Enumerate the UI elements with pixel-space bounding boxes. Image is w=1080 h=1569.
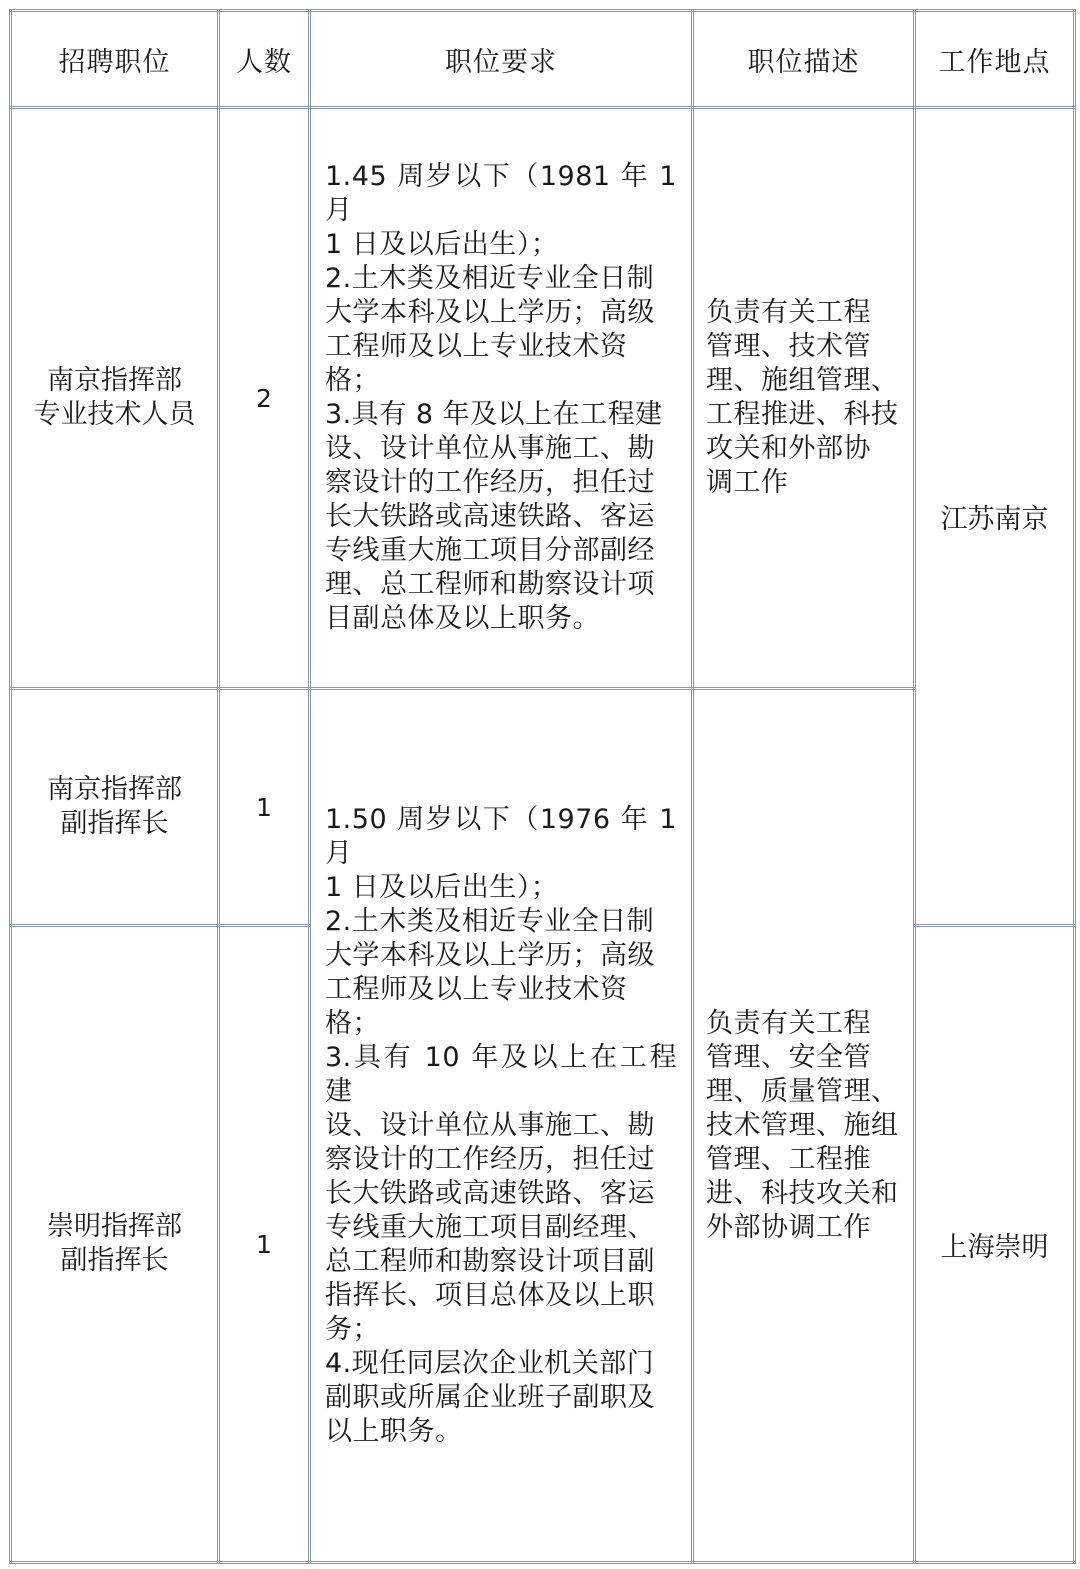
requirement-line: 理、总工程师和勘察设计项	[325, 569, 655, 600]
description-line: 攻关和外部协	[706, 433, 871, 464]
description-line: 管理、安全管	[706, 1041, 871, 1073]
count-cell: 2	[219, 108, 310, 689]
requirement-line: 格；	[325, 365, 380, 396]
position-cell	[11, 689, 219, 926]
requirement-line: 察设计的工作经历，担任过	[325, 467, 655, 498]
description-line: 外部协调工作	[706, 1211, 871, 1243]
requirement-line: 以上职务。	[325, 1415, 463, 1447]
description-line: 技术管理、施组	[706, 1109, 899, 1141]
requirement-line: 长大铁路或高速铁路、客运	[325, 1177, 655, 1209]
requirement-line: 大学本科及以上学历；高级	[325, 939, 655, 971]
position-cell	[11, 108, 219, 689]
position-line: 南京指挥部	[47, 365, 182, 396]
header-description: 职位描述	[693, 11, 915, 108]
position-line: 南京指挥部	[47, 774, 182, 805]
count-cell: 1	[219, 689, 310, 926]
requirement-line: 2.土木类及相近专业全日制	[325, 263, 655, 294]
description-line: 负责有关工程	[706, 297, 871, 328]
position-line: 专业技术人员	[33, 399, 196, 430]
description-cell	[693, 689, 915, 1563]
requirement-line: 4.现任同层次企业机关部门	[325, 1347, 655, 1379]
location-cell: 江苏南京	[915, 108, 1075, 926]
requirement-line: 格；	[325, 1007, 380, 1039]
description-line: 理、质量管理、	[706, 1075, 899, 1107]
requirement-line: 工程师及以上专业技术资	[325, 973, 628, 1005]
requirement-line: 专线重大施工项目副经理、	[325, 1211, 655, 1243]
table-row	[11, 108, 1075, 689]
requirement-line: 1 日及以后出生）；	[325, 229, 559, 260]
requirement-line: 设、设计单位从事施工、勘	[325, 1109, 655, 1141]
description-line: 负责有关工程	[706, 1007, 871, 1039]
requirement-line: 长大铁路或高速铁路、客运	[325, 501, 655, 532]
requirement-line: 专线重大施工项目分部副经	[325, 535, 655, 566]
position-cell	[11, 926, 219, 1563]
requirement-line: 1.45 周岁以下（1981 年 1 月	[325, 161, 677, 226]
description-line: 管理、技术管	[706, 331, 871, 362]
description-cell	[693, 108, 915, 689]
description-line: 理、施组管理、	[706, 365, 899, 396]
count-cell: 1	[219, 926, 310, 1563]
header-position: 招聘职位	[11, 11, 219, 108]
requirement-line: 3.具有 10 年及以上在工程建	[325, 1041, 677, 1107]
recruitment-table	[9, 9, 1076, 1564]
description-line: 调工作	[706, 467, 789, 498]
header-count: 人数	[219, 11, 310, 108]
requirement-line: 指挥长、项目总体及以上职	[325, 1279, 655, 1311]
requirement-line: 3.具有 8 年及以上在工程建	[325, 399, 663, 430]
requirement-line: 副职或所属企业班子副职及	[325, 1381, 655, 1413]
requirement-line: 目副总体及以上职务。	[325, 603, 600, 634]
header-location: 工作地点	[915, 11, 1075, 108]
requirement-line: 设、设计单位从事施工、勘	[325, 433, 655, 464]
requirement-line: 1 日及以后出生）；	[325, 871, 559, 903]
requirements-cell	[310, 689, 693, 1563]
description-line: 工程推进、科技	[706, 399, 899, 430]
requirement-line: 务；	[325, 1313, 380, 1345]
requirements-cell	[310, 108, 693, 689]
description-line: 管理、工程推	[706, 1143, 871, 1175]
position-line: 副指挥长	[60, 808, 169, 839]
header-requirements: 职位要求	[310, 11, 693, 108]
header-row	[11, 11, 1075, 108]
requirement-line: 大学本科及以上学历；高级	[325, 297, 655, 328]
requirement-line: 2.土木类及相近专业全日制	[325, 905, 655, 937]
position-line: 副指挥长	[60, 1245, 169, 1276]
description-line: 进、科技攻关和	[706, 1177, 899, 1209]
location-cell: 上海崇明	[915, 926, 1075, 1563]
requirement-line: 总工程师和勘察设计项目副	[325, 1245, 655, 1277]
requirement-line: 1.50 周岁以下（1976 年 1 月	[325, 803, 677, 869]
requirement-line: 工程师及以上专业技术资	[325, 331, 628, 362]
position-line: 崇明指挥部	[47, 1211, 182, 1242]
requirement-line: 察设计的工作经历，担任过	[325, 1143, 655, 1175]
